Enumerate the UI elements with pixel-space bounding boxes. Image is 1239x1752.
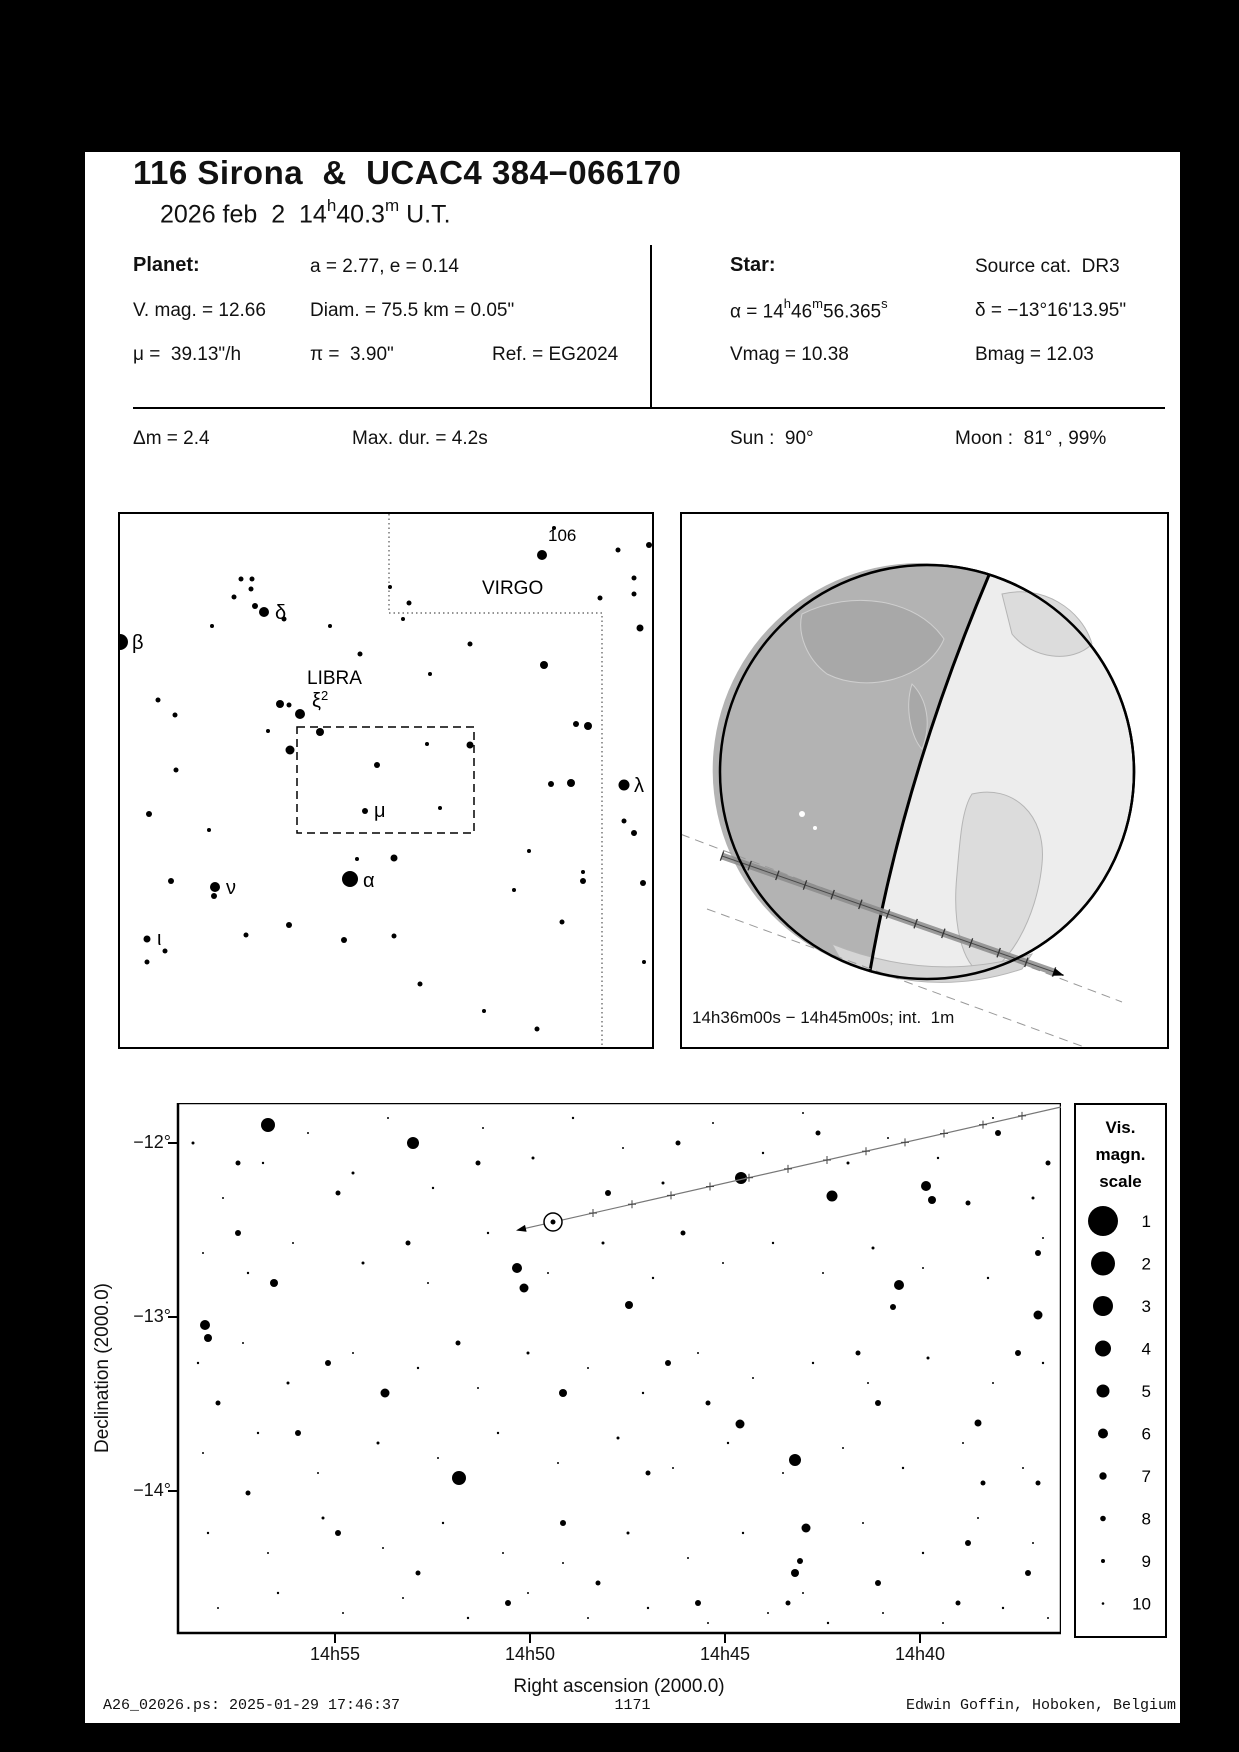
globe-caption: 14h36m00s − 14h45m00s; int. 1m (692, 1008, 955, 1027)
document-page (85, 152, 1180, 1723)
svg-text:1: 1 (1141, 1212, 1151, 1231)
star-alpha (730, 298, 888, 323)
subtitle-mid: 40.3 (336, 200, 385, 229)
svg-text:δ: δ (275, 602, 287, 624)
svg-text:6: 6 (1141, 1424, 1151, 1444)
planet-ref: Ref. = EG2024 (492, 344, 619, 365)
page-subtitle (160, 198, 451, 229)
footer-page-number: 1171 (614, 1697, 651, 1714)
table-rule (133, 407, 1165, 409)
svg-text:magn.: magn. (1095, 1145, 1146, 1164)
constellation-chart-panel (118, 512, 654, 1049)
planet-pi: π = 3.90" (310, 344, 394, 365)
alpha-sup-s: s (881, 296, 888, 311)
x-axis-label: Right ascension (2000.0) (513, 1676, 725, 1697)
finder-chart-svg (164, 1103, 1061, 1649)
svg-text:Vis.: Vis. (1105, 1118, 1136, 1137)
svg-text:3: 3 (1141, 1297, 1151, 1316)
magnitude-legend-svg (1076, 1105, 1165, 1636)
footer-author: Edwin Goffin, Hoboken, Belgium (905, 1697, 1176, 1714)
alpha-min: 46 (791, 301, 813, 323)
globe-svg (682, 514, 1167, 1047)
star-vmag: Vmag = 10.38 (730, 344, 849, 365)
star-delta: δ = −13°16'13.95" (975, 300, 1127, 321)
planet-diam: Diam. = 75.5 km = 0.05" (310, 300, 515, 321)
svg-text:scale: scale (1099, 1172, 1142, 1191)
svg-text:2: 2 (1141, 1254, 1151, 1274)
svg-text:μ: μ (374, 800, 386, 822)
x-tick-14h40: 14h40 (894, 1644, 946, 1664)
delta-m: Δm = 2.4 (133, 428, 210, 449)
alpha-sup-h: h (783, 296, 792, 311)
planet-vmag: V. mag. = 12.66 (133, 300, 266, 321)
svg-text:10: 10 (1132, 1594, 1151, 1614)
svg-text:β: β (132, 632, 144, 654)
x-tick-14h45: 14h45 (699, 1644, 751, 1664)
page-title: 116 Sirona & UCAC4 384−066170 (133, 154, 682, 191)
subtitle-pre: 2026 feb 2 14 (160, 200, 327, 229)
y-tick-minus12: −12° (133, 1132, 171, 1152)
svg-text:α: α (363, 870, 375, 892)
svg-text:VIRGO: VIRGO (482, 578, 544, 599)
svg-text:4: 4 (1141, 1339, 1151, 1359)
star-bmag: Bmag = 12.03 (975, 344, 1094, 365)
alpha-sec: 56.365 (823, 301, 882, 323)
island-speck-1 (799, 811, 805, 817)
table-divider (650, 245, 652, 408)
svg-text:7: 7 (1141, 1467, 1151, 1486)
alpha-sup-m: m (812, 296, 823, 311)
y-tick-minus14: −14° (133, 1480, 171, 1500)
svg-text:λ: λ (634, 775, 644, 797)
sun-altitude: Sun : 90° (730, 428, 814, 449)
svg-text:106: 106 (548, 526, 577, 545)
planet-mu: μ = 39.13"/h (133, 344, 242, 365)
constellation-chart-svg (120, 514, 652, 1047)
svg-text:8: 8 (1141, 1509, 1151, 1529)
planet-orbit: a = 2.77, e = 0.14 (310, 256, 459, 277)
subtitle-sup-h: h (326, 196, 337, 215)
planet-label: Planet: (133, 254, 200, 276)
y-axis-label: Declination (2000.0) (92, 1282, 113, 1454)
magnitude-legend-panel (1074, 1103, 1167, 1638)
star-source-cat: Source cat. DR3 (975, 256, 1120, 277)
island-speck-2 (813, 826, 817, 830)
alpha-pre: α = 14 (730, 301, 784, 323)
x-tick-14h55: 14h55 (309, 1644, 361, 1664)
svg-text:9: 9 (1141, 1552, 1151, 1571)
svg-text:5: 5 (1141, 1382, 1151, 1401)
star-label: Star: (730, 254, 776, 276)
max-duration: Max. dur. = 4.2s (352, 428, 488, 449)
svg-text:ξ2: $\xi^2$ (312, 688, 329, 712)
svg-text:LIBRA: LIBRA (307, 668, 362, 689)
subtitle-post: U.T. (399, 200, 451, 229)
x-tick-14h50: 14h50 (504, 1644, 556, 1664)
svg-text:ν: ν (226, 877, 236, 899)
svg-text:ι: ι (157, 928, 162, 950)
globe-panel (680, 512, 1169, 1049)
footer-filename-timestamp: A26_02026.ps: 2025-01-29 17:46:37 (103, 1697, 401, 1714)
moon-distance-illumination: Moon : 81° , 99% (955, 428, 1107, 449)
y-tick-minus13: −13° (133, 1306, 171, 1326)
subtitle-sup-m: m (384, 196, 400, 215)
